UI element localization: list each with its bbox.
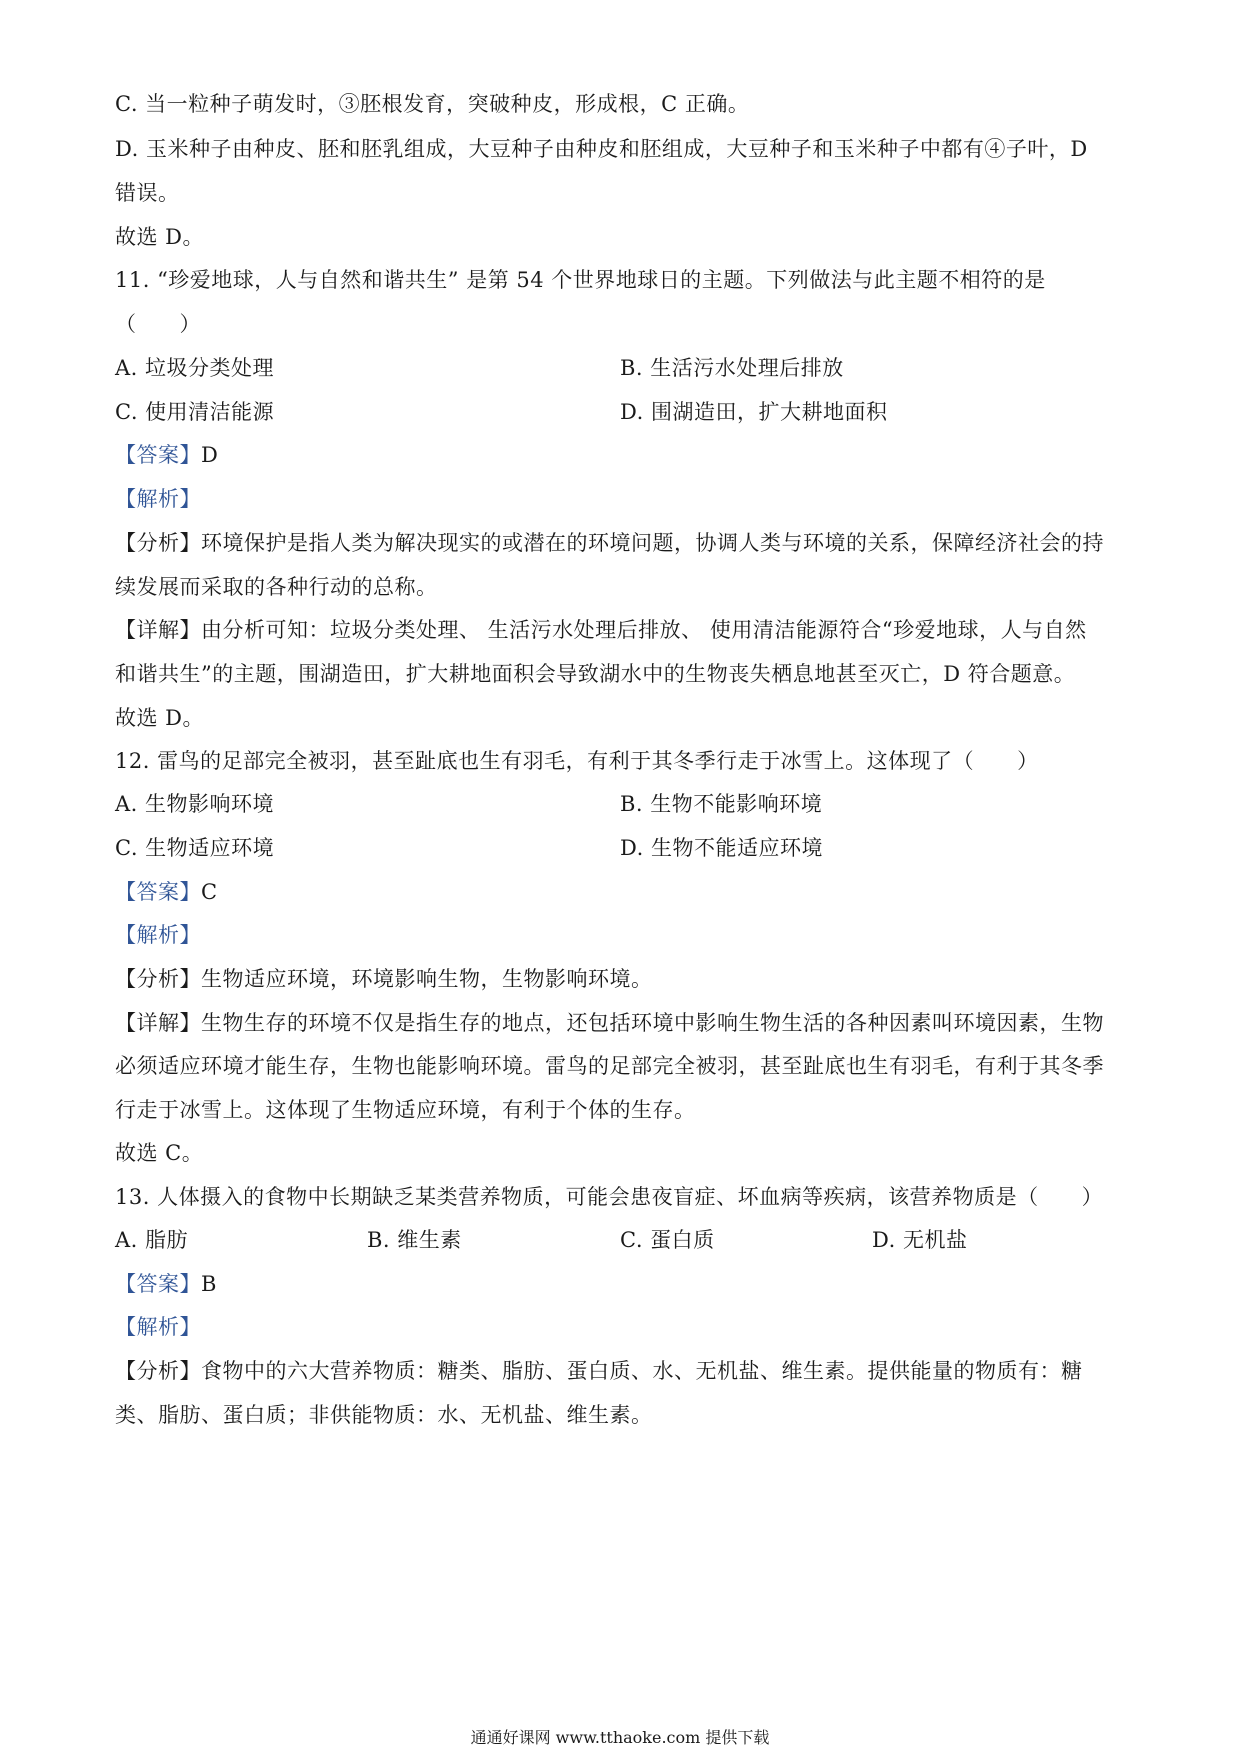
- question-11-stem: 11. “珍爱地球，人与自然和谐共生” 是第 54 个世界地球日的主题。下列做法与此主题不相符的是: [115, 268, 1046, 292]
- jiexi-tag: 【解析】: [115, 1315, 201, 1339]
- answer-tag: 【答案】: [115, 880, 201, 904]
- option-b: B. 维生素: [367, 1228, 462, 1252]
- option-c: C. 使用清洁能源: [115, 400, 275, 424]
- option-b: B. 生物不能影响环境: [620, 792, 823, 816]
- jiexi-tag: 【解析】: [115, 923, 201, 947]
- fenxi-line: [115, 964, 1130, 994]
- option-c: C. 蛋白质: [620, 1228, 715, 1252]
- question-11-paren: （ ）: [115, 312, 201, 336]
- fenxi-text: 环境保护是指人类为解决现实的或潜在的环境问题，协调人类与环境的关系，保障经济社会的持: [201, 531, 1104, 555]
- text-line: 错误。: [115, 181, 180, 205]
- question-13-stem: 13. 人体摄入的食物中长期缺乏某类营养物质，可能会患夜盲症、坏血病等疾病，该营养物质是（ ）: [115, 1185, 1104, 1209]
- text-line: 行走于冰雪上。这体现了生物适应环境，有利于个体的生存。: [115, 1098, 696, 1122]
- option-d: D. 无机盐: [872, 1228, 968, 1252]
- xiangjie-tag: 【详解】: [115, 618, 201, 642]
- text-line: D. 玉米种子由种皮、胚和胚乳组成，大豆种子由种皮和胚组成，大豆种子和玉米种子中都有④子叶，D: [115, 137, 1088, 161]
- answer-line: [115, 877, 1130, 907]
- fenxi-tag: 【分析】: [115, 1359, 201, 1383]
- option-d: D. 围湖造田，扩大耕地面积: [620, 400, 888, 424]
- text-line: 和谐共生”的主题，围湖造田，扩大耕地面积会导致湖水中的生物丧失栖息地甚至灭亡，D 符合题意。: [115, 662, 1076, 686]
- text-line: 故选 C。: [115, 1141, 204, 1165]
- answer-value: B: [201, 1272, 217, 1296]
- xiangjie-text: 由分析可知：垃圾分类处理、 生活污水处理后排放、 使用清洁能源符合“珍爱地球，人与自然: [201, 618, 1087, 642]
- xiangjie-text: 生物生存的环境不仅是指生存的地点，还包括环境中影响生物生活的各种因素叫环境因素，生物: [201, 1011, 1104, 1035]
- answer-value: C: [201, 880, 218, 904]
- xiangjie-tag: 【详解】: [115, 1011, 201, 1035]
- answer-tag: 【答案】: [115, 443, 201, 467]
- text-line: 故选 D。: [115, 225, 205, 249]
- option-a: A. 垃圾分类处理: [115, 356, 275, 380]
- answer-line: [115, 1269, 1130, 1299]
- answer-tag: 【答案】: [115, 1272, 201, 1296]
- text-line: 类、脂肪、蛋白质；非供能物质：水、无机盐、维生素。: [115, 1403, 653, 1427]
- xiangjie-line: [115, 1008, 1130, 1038]
- fenxi-text: 食物中的六大营养物质：糖类、脂肪、蛋白质、水、无机盐、维生素。提供能量的物质有：糖: [201, 1359, 1083, 1383]
- fenxi-text: 生物适应环境，环境影响生物，生物影响环境。: [201, 967, 653, 991]
- answer-line: [115, 440, 1130, 470]
- text-line: 必须适应环境才能生存，生物也能影响环境。雷鸟的足部完全被羽，甚至趾底也生有羽毛，有利于其冬季: [115, 1054, 1104, 1078]
- jiexi-line: [115, 920, 1130, 950]
- option-a: A. 生物影响环境: [115, 792, 275, 816]
- fenxi-line: [115, 528, 1130, 558]
- answer-value: D: [201, 443, 219, 467]
- jiexi-line: [115, 484, 1130, 514]
- option-b: B. 生活污水处理后排放: [620, 356, 844, 380]
- page-footer: 通通好课网 www.tthaoke.com 提供下载: [470, 1728, 770, 1747]
- option-c: C. 生物适应环境: [115, 836, 275, 860]
- jiexi-tag: 【解析】: [115, 487, 201, 511]
- text-line: C. 当一粒种子萌发时，③胚根发育，突破种皮，形成根，C 正确。: [115, 92, 750, 116]
- jiexi-line: [115, 1312, 1130, 1342]
- option-d: D. 生物不能适应环境: [620, 836, 823, 860]
- text-line: 故选 D。: [115, 706, 205, 730]
- fenxi-tag: 【分析】: [115, 531, 201, 555]
- option-a: A. 脂肪: [115, 1228, 189, 1252]
- fenxi-line: [115, 1356, 1130, 1386]
- xiangjie-line: [115, 615, 1130, 645]
- fenxi-tag: 【分析】: [115, 967, 201, 991]
- question-12-stem: 12. 雷鸟的足部完全被羽，甚至趾底也生有羽毛，有利于其冬季行走于冰雪上。这体现了（ ）: [115, 749, 1039, 773]
- text-line: 续发展而采取的各种行动的总称。: [115, 575, 438, 599]
